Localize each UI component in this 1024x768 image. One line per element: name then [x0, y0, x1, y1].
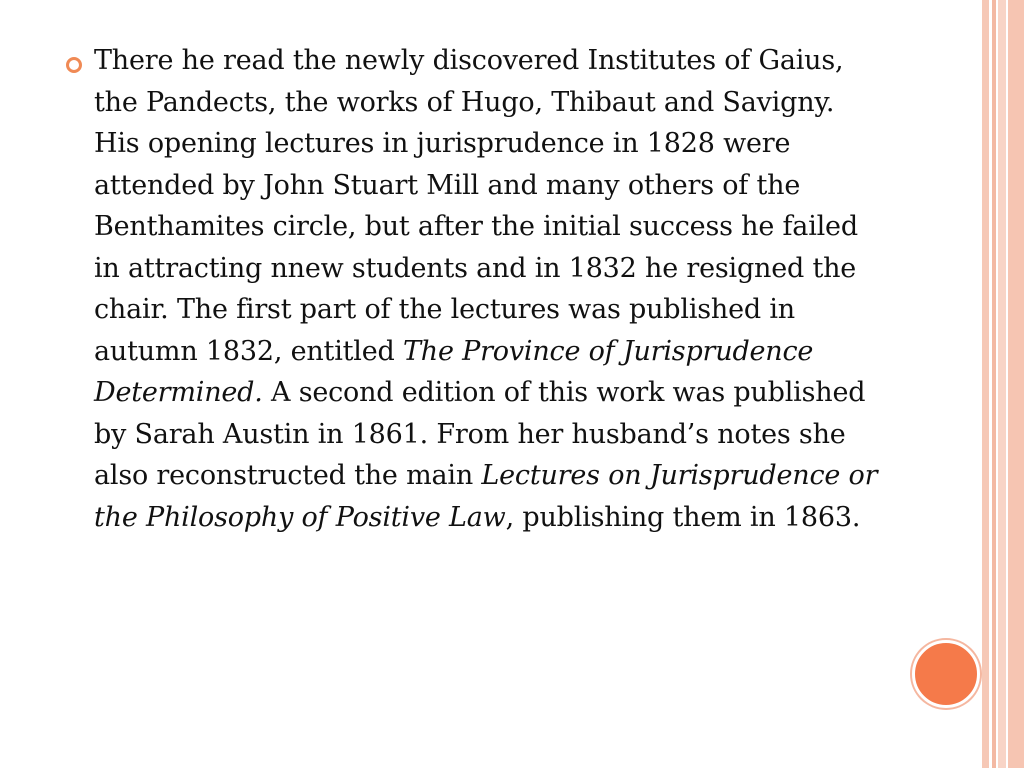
- paragraph-text: There he read the newly discovered Institutes of Gaius, the Pandects, the works of Hugo, Thibaut and Savigny. His opening lectures in jurisprudence in 1828 were attended by John Stuart Mill and many others of the Benthamites circle, but after the initial success he failed in attracting nnew students and in 1832 he resigned the chair. The first part of the lectures was published in autumn 1832, entitled: [94, 45, 858, 367]
- decorative-stripe: [998, 0, 1006, 768]
- paragraph-text: A second edition of this work was published by Sarah Austin in 1861. From her husband’s notes she also reconstructed the main: [94, 377, 866, 491]
- book-title-italic: The Province of Jurisprudence Determined.: [94, 335, 814, 408]
- decorative-stripe: [982, 0, 989, 768]
- bullet-paragraph: [94, 40, 884, 538]
- book-title-italic: Lectures on Jurisprudence or the Philosophy of Positive Law: [94, 460, 878, 533]
- open-circle-bullet-icon: [66, 57, 82, 73]
- paragraph-text: , publishing them in 1863.: [505, 501, 861, 533]
- bullet-item: [60, 40, 878, 538]
- decorative-circle-icon: [912, 640, 980, 708]
- decorative-stripe: [1008, 0, 1024, 768]
